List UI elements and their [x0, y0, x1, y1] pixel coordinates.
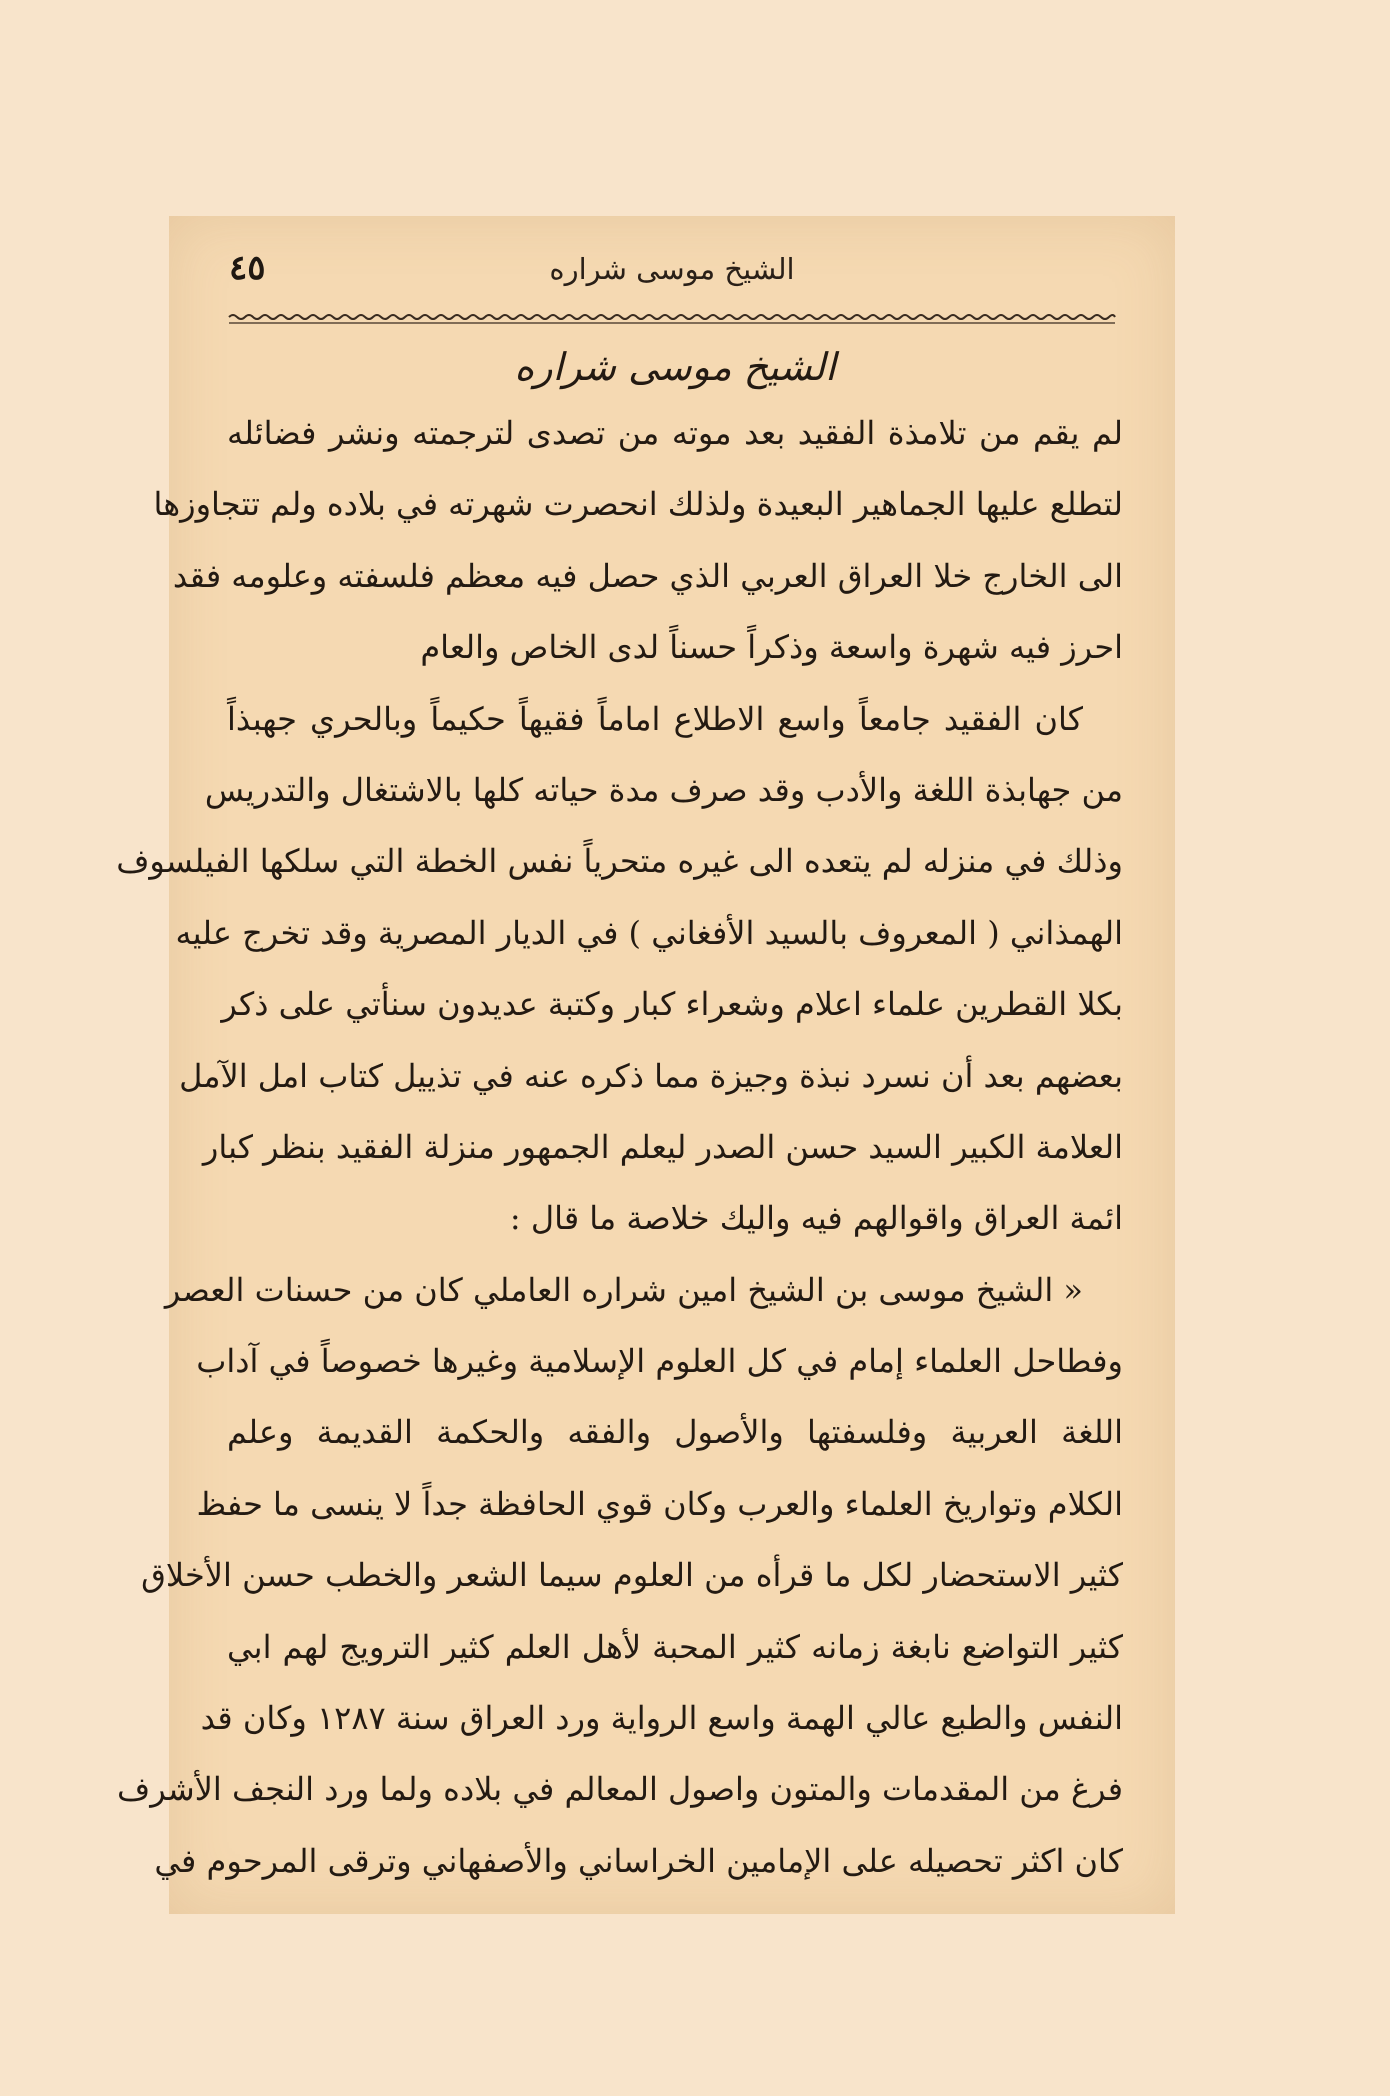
- book-page: [116, 216, 1175, 1914]
- running-header: [229, 244, 1115, 304]
- text-line: احرز فيه شهرة واسعة وذكراً حسناً لدى الخاص والعام: [420, 628, 1123, 667]
- text-line: كثير الاستحضار لكل ما قرأه من العلوم سيما الشعر والخطب حسن الأخلاق: [141, 1556, 1123, 1595]
- text-line: بعضهم بعد أن نسرد نبذة وجيزة مما ذكره عنه في تذييل كتاب امل الآمل: [179, 1056, 1123, 1095]
- text-line: النفس والطبع عالي الهمة واسع الرواية ورد العراق سنة ١٢٨٧ وكان قد: [200, 1699, 1123, 1738]
- page-number: ٤٥: [229, 248, 266, 288]
- text-line: « الشيخ موسى بن الشيخ امين شراره العاملي كان من حسنات العصر: [164, 1270, 1083, 1309]
- article-title: الشيخ موسى شراره: [514, 345, 836, 389]
- text-line: الهمذاني ( المعروف بالسيد الأفغاني ) في الديار المصرية وقد تخرج عليه: [175, 913, 1123, 952]
- text-line: لم يقم من تلامذة الفقيد بعد موته من تصدى لترجمته ونشر فضائله: [227, 414, 1123, 452]
- text-line: من جهابذة اللغة والأدب وقد صرف مدة حياته كلها بالاشتغال والتدريس: [204, 770, 1123, 809]
- text-line: فرغ من المقدمات والمتون واصول المعالم في بلاده ولما ورد النجف الأشرف: [117, 1770, 1123, 1809]
- text-line: لتطلع عليها الجماهير البعيدة ولذلك انحصرت شهرته في بلاده ولم تتجاوزها: [153, 485, 1123, 524]
- text-line: الكلام وتواريخ العلماء والعرب وكان قوي الحافظة جداً لا ينسى ما حفظ: [196, 1484, 1123, 1523]
- text-line: العلامة الكبير السيد حسن الصدر ليعلم الجمهور منزلة الفقيد بنظر كبار: [202, 1127, 1123, 1166]
- text-line: كان الفقيد جامعاً واسع الاطلاع اماماً فقيهاً حكيماً وبالحري جهبذاً: [227, 699, 1084, 738]
- running-title: الشيخ موسى شراره: [549, 252, 795, 286]
- text-line: الى الخارج خلا العراق العربي الذي حصل فيه معظم فلسفته وعلومه فقد: [172, 556, 1123, 595]
- article-body: [116, 336, 1124, 1897]
- text-line: ائمة العراق واقوالهم فيه واليك خلاصة ما قال :: [509, 1199, 1123, 1238]
- text-line: وذلك في منزله لم يتعده الى غيره متحرياً نفس الخطة التي سلكها الفيلسوف: [116, 842, 1123, 881]
- text-line: وفطاحل العلماء إمام في كل العلوم الإسلامية وغيرها خصوصاً في آداب: [196, 1342, 1123, 1381]
- text-line: بكلا القطرين علماء اعلام وشعراء كبار وكتبة عديدون سنأتي على ذكر: [221, 985, 1123, 1024]
- text-line: كان اكثر تحصيله على الإمامين الخراساني والأصفهاني وترقى المرحوم في: [154, 1841, 1123, 1880]
- text-line: كثير التواضع نابغة زمانه كثير المحبة لأهل العلم كثير الترويج لهم ابي: [227, 1627, 1124, 1666]
- text-line: اللغة العربية وفلسفتها والأصول والفقه والحكمة القديمة وعلم: [227, 1413, 1123, 1452]
- header-wavy-rule: [229, 312, 1115, 326]
